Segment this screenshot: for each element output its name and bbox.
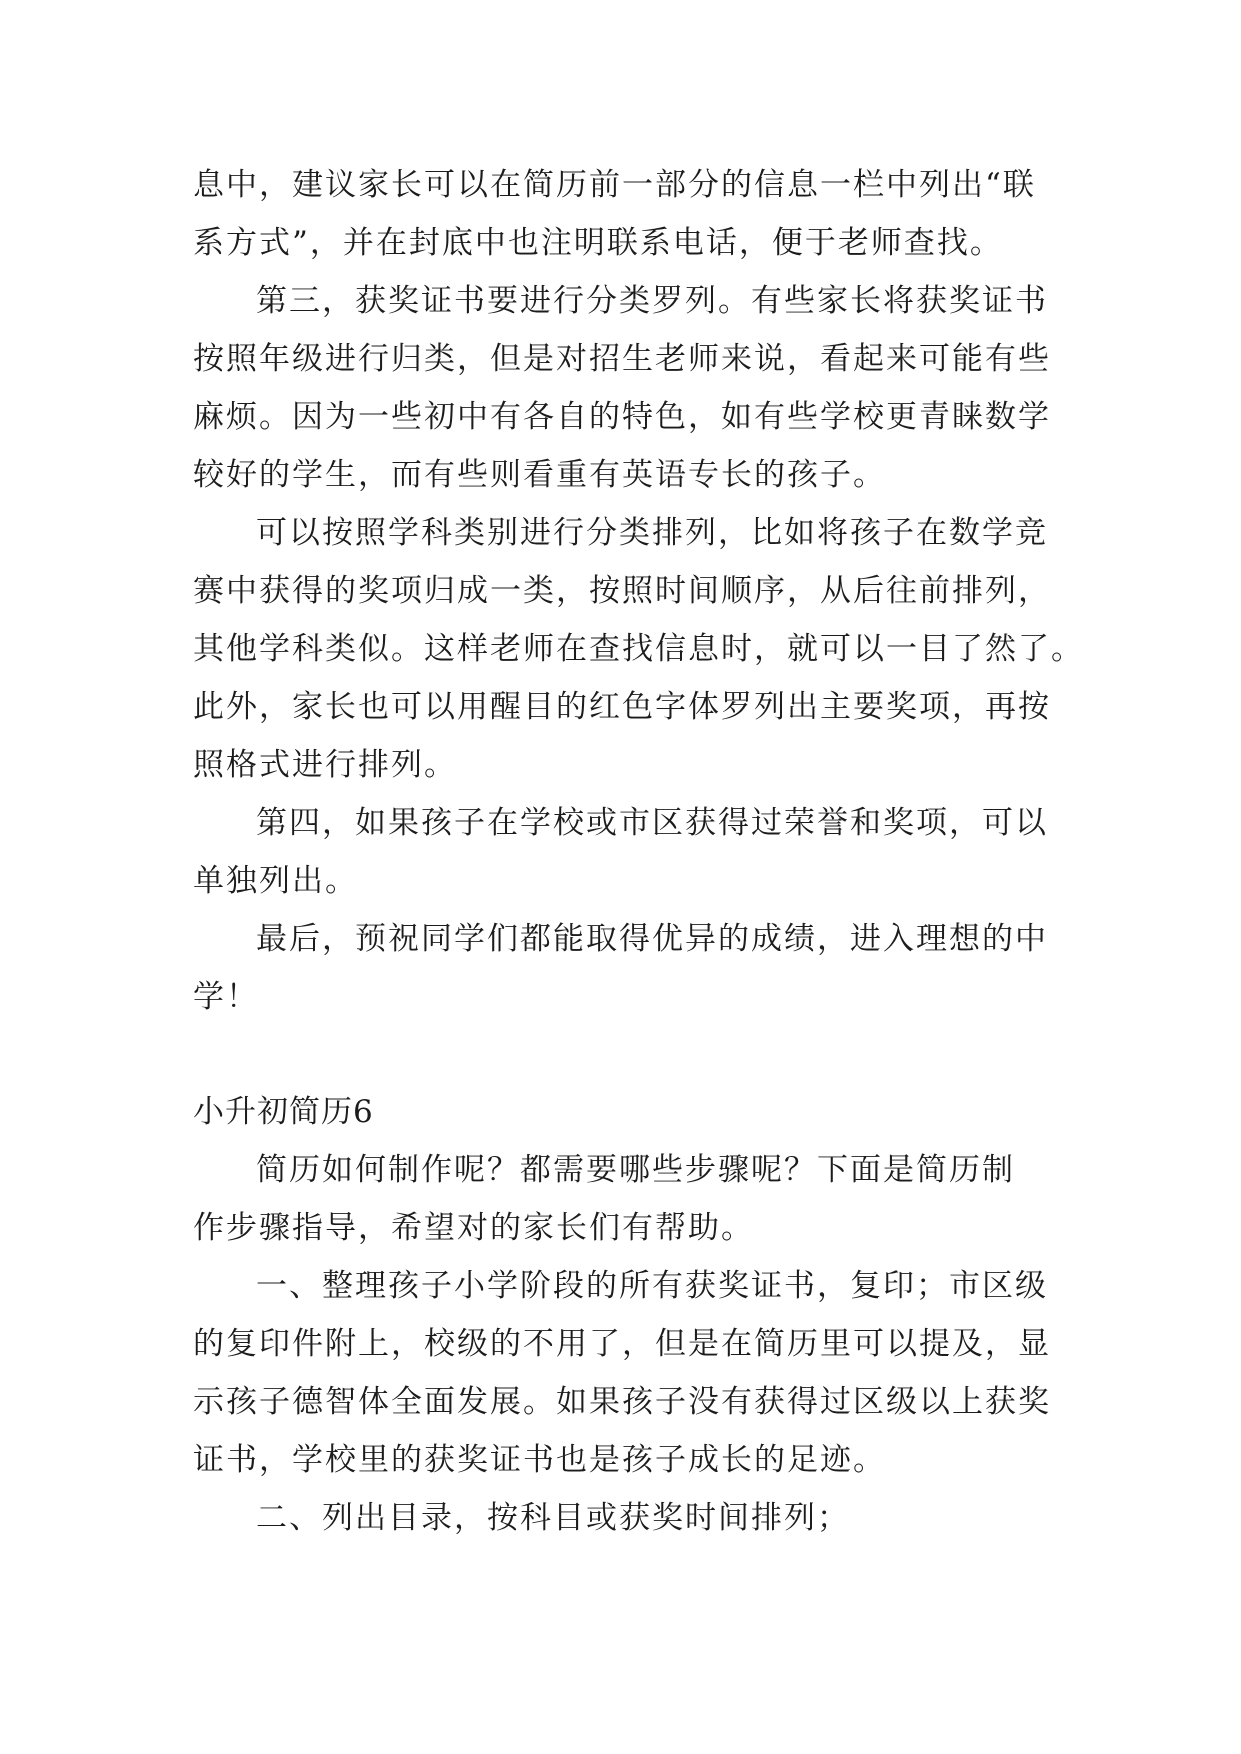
paragraph-line: 最后，预祝同学们都能取得优异的成绩，进入理想的中 <box>256 921 1048 957</box>
paragraph-line: 较好的学生，而有些则看重有英语专长的孩子。 <box>193 457 886 493</box>
paragraph-line: 第四，如果孩子在学校或市区获得过荣誉和奖项，可以 <box>256 805 1048 841</box>
paragraph-line: 息中，建议家长可以在简历前一部分的信息一栏中列出“联 <box>193 167 1036 203</box>
paragraph-line: 作步骤指导，希望对的家长们有帮助。 <box>193 1210 754 1246</box>
section-heading: 小升初简历6 <box>193 1094 374 1130</box>
paragraph-line: 照格式进行排列。 <box>193 747 457 783</box>
paragraph-line: 此外，家长也可以用醒目的红色字体罗列出主要奖项，再按 <box>193 689 1051 725</box>
paragraph-line: 按照年级进行归类，但是对招生老师来说，看起来可能有些 <box>193 341 1051 377</box>
paragraph-line: 学！ <box>193 979 259 1015</box>
paragraph-line: 二、列出目录，按科目或获奖时间排列； <box>256 1500 850 1536</box>
paragraph-line: 证书，学校里的获奖证书也是孩子成长的足迹。 <box>193 1442 886 1478</box>
paragraph-line: 第三，获奖证书要进行分类罗列。有些家长将获奖证书 <box>256 283 1048 319</box>
paragraph-line: 其他学科类似。这样老师在查找信息时，就可以一目了然了。 <box>193 631 1084 667</box>
paragraph-line: 的复印件附上，校级的不用了，但是在简历里可以提及，显 <box>193 1326 1051 1362</box>
paragraph-line: 单独列出。 <box>193 863 358 899</box>
paragraph-line: 示孩子德智体全面发展。如果孩子没有获得过区级以上获奖 <box>193 1384 1051 1420</box>
paragraph-line: 简历如何制作呢？都需要哪些步骤呢？下面是简历制 <box>256 1152 1015 1188</box>
paragraph-line: 麻烦。因为一些初中有各自的特色，如有些学校更青睐数学 <box>193 399 1051 435</box>
paragraph-line: 赛中获得的奖项归成一类，按照时间顺序，从后往前排列， <box>193 573 1051 609</box>
paragraph-line: 一、整理孩子小学阶段的所有获奖证书，复印；市区级 <box>256 1268 1048 1304</box>
paragraph-line: 可以按照学科类别进行分类排列，比如将孩子在数学竞 <box>256 515 1048 551</box>
paragraph-line: 系方式”，并在封底中也注明联系电话，便于老师查找。 <box>193 225 1003 261</box>
